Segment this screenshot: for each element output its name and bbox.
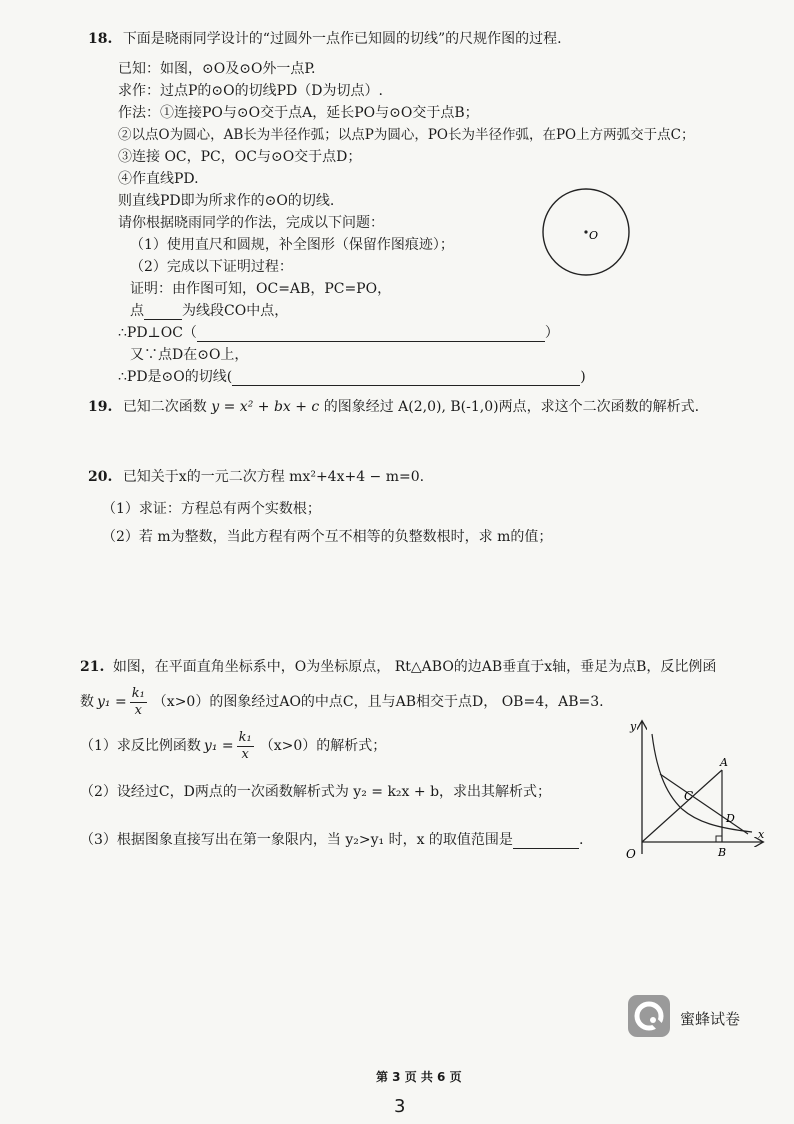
q21-part3-end: .: [578, 832, 584, 848]
label-x: x: [758, 828, 765, 841]
q20-number: 20.: [88, 469, 113, 485]
q18-proof3: [118, 324, 559, 342]
q20-text: 已知关于x的一元二次方程 mx²+4x+4 − m=0.: [122, 469, 425, 485]
q21-part2: （2）设经过C，D两点的一次函数解析式为 y₂ = k₂x + b，求出其解析式；: [80, 784, 552, 800]
q18-intro: 下面是晓雨同学设计的“过圆外一点作已知圆的切线”的尺规作图的过程.: [122, 31, 562, 47]
q21-part1-y1: y₁ =: [203, 738, 234, 754]
bee-logo-icon: [628, 995, 670, 1037]
right-angle-mark: [716, 836, 722, 842]
label-o: O: [626, 847, 636, 861]
fraction-denominator: x: [241, 746, 249, 762]
q18-part1: （1）使用直尺和圆规，补全图形（保留作图痕迹）；: [130, 237, 454, 253]
watermark-label: 蜜蜂试卷: [680, 1010, 741, 1028]
hyperbola-curve: [652, 734, 752, 832]
q18-proof2a: 点: [130, 303, 144, 319]
fraction-numerator: k₁: [238, 729, 252, 745]
q18-ask: 请你根据晓雨同学的作法，完成以下问题：: [118, 215, 384, 231]
q18-proof2: [130, 302, 288, 320]
q18-number: 18.: [88, 31, 113, 47]
center-point: [584, 230, 587, 233]
q20-heading: [88, 468, 424, 486]
q21-part1b: （x>0）的解析式；: [259, 738, 387, 754]
label-c: C: [684, 789, 694, 803]
q18-proof2b: 为线段CO中点，: [182, 303, 289, 319]
q20-part2: （2）若 m为整数，当此方程有两个互不相等的负整数根时，求 m的值；: [102, 529, 553, 545]
watermark-logo: [628, 995, 670, 1037]
q18-step2: ②以点O为圆心，AB长为半径作弧；以点P为圆心，PO长为半径作弧，在PO上方两弧交于点C；: [118, 127, 695, 143]
q19-text-b: 的图象经过 A(2,0), B(-1,0)两点，求这个二次函数的解析式.: [319, 399, 700, 415]
q21-y1: y₁ =: [97, 694, 127, 710]
q18-step3: ③连接 OC，PC，OC与⊙O交于点D；: [118, 149, 362, 165]
q18-proof5: [118, 368, 586, 386]
circle-center-label: O: [589, 229, 599, 242]
label-d: D: [726, 812, 735, 825]
q19-formula: y = x² + bx + c: [211, 399, 320, 415]
segment-oa: [642, 770, 722, 842]
q20-part1: （1）求证：方程总有两个实数根；: [102, 501, 321, 517]
q21-line2b: （x>0）的图象经过AO的中点C，且与AB相交于点D， OB=4，AB=3.: [152, 694, 604, 710]
q21-number: 21.: [80, 659, 105, 675]
page-number: 3: [394, 1096, 406, 1117]
q18-blank-point[interactable]: [144, 305, 182, 320]
q21-line2: [80, 680, 604, 724]
q18-proof4: 又∵点D在⊙O上，: [130, 347, 249, 363]
q19: [88, 398, 699, 416]
q18-step1: 作法：①连接PO与⊙O交于点A，延长PO与⊙O交于点B；: [118, 105, 479, 121]
q18-then: 则直线PD即为所求作的⊙O的切线.: [118, 193, 335, 209]
q21-line2a: 数: [80, 694, 94, 710]
q21-answer-blank[interactable]: [513, 834, 579, 849]
page-footer: 第 3 页 共 6 页: [376, 1070, 462, 1084]
label-a: A: [720, 756, 728, 769]
q21-line1: [80, 658, 716, 676]
q21-fraction: [130, 686, 147, 719]
q21-part3: [80, 831, 583, 849]
q21-part1: [80, 724, 386, 768]
q19-text-a: 已知二次函数: [122, 399, 212, 415]
q18-part2: （2）完成以下证明过程：: [130, 259, 293, 275]
q18-proof5b: ): [580, 369, 586, 385]
q18-proof3b: ）: [544, 325, 559, 341]
q18-step4: ④作直线PD.: [118, 171, 199, 187]
q18-proof5a: ∴PD是⊙O的切线(: [118, 369, 233, 385]
fraction-denominator: x: [134, 702, 142, 718]
line-cd: [660, 774, 748, 834]
q18-proof1: 证明：由作图可知，OC=AB，PC=PO，: [130, 281, 392, 297]
q21-part1-fraction: [237, 730, 254, 763]
q18-heading: [88, 30, 562, 48]
q18-blank-reason2[interactable]: [232, 371, 580, 386]
fraction-numerator: k₁: [131, 685, 145, 701]
q19-number: 19.: [88, 399, 113, 415]
q18-given: 已知：如图，⊙O及⊙O外一点P.: [118, 61, 316, 77]
q18-circle-figure: [538, 184, 634, 280]
label-b: B: [718, 846, 727, 859]
q21-graph: [612, 714, 768, 866]
q21-part3-text: （3）根据图象直接写出在第一象限内，当 y₂>y₁ 时，x 的取值范围是: [80, 832, 513, 848]
q18-blank-reason1[interactable]: [197, 327, 545, 342]
q18-find: 求作：过点P的⊙O的切线PD（D为切点）.: [118, 83, 383, 99]
q21-line1-text: 如图，在平面直角坐标系中，O为坐标原点， Rt△ABO的边AB垂直于x轴，垂足为点B，反比例函: [112, 659, 717, 675]
label-y: y: [630, 720, 637, 733]
q18-proof3a: ∴PD⊥OC（: [118, 325, 197, 341]
q21-part1a: （1）求反比例函数: [80, 738, 201, 754]
